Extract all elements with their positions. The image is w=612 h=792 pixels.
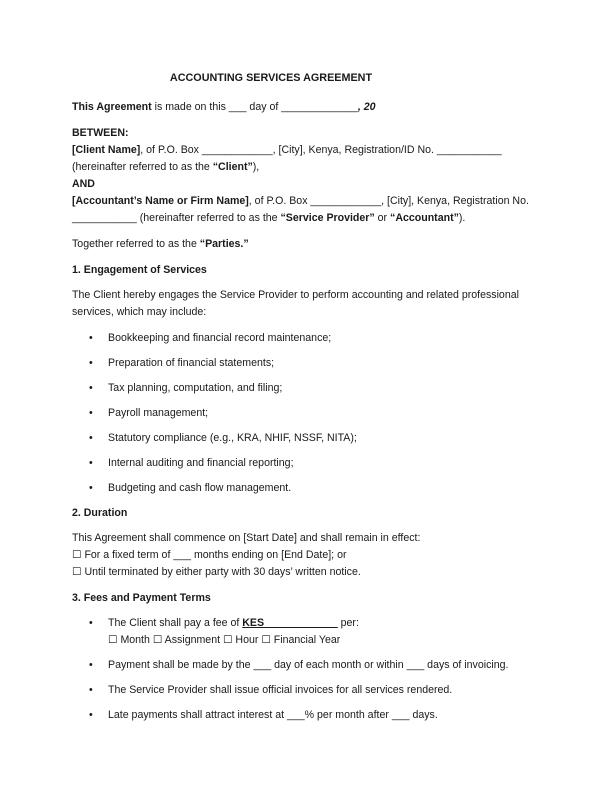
fee-amount: KES ____________ [242,617,338,629]
accountant-text-3: ). [458,212,466,224]
section-1-intro: The Client hereby engages the Service Provider to perform accounting and related professional services, which may include: [72,289,519,318]
together-bold: “Parties.” [199,238,249,250]
list-item: • Late payments shall attract interest at ___% per month after ___ days. [72,707,540,724]
accountant-mid: or [374,212,391,224]
section-2-line-3: ☐ Until terminated by either party with 30 days’ written notice. [72,566,361,578]
client-role: “Client” [212,161,253,173]
section-2-heading: 2. Duration [72,507,128,519]
fee-per: per: [337,617,359,629]
agreement-body [72,70,540,732]
list-item: • Budgeting and cash flow management. [72,480,540,497]
together-line [72,236,540,253]
section-2-line-2: ☐ For a fixed term of ___ months ending on [End Date]; or [72,549,347,561]
client-line-1 [72,142,540,159]
client-text-2: (hereinafter referred to as the [72,161,213,173]
list-item [72,615,540,649]
accountant-line-1 [72,193,540,210]
fee-options: ☐ Month ☐ Assignment ☐ Hour ☐ Financial Year [108,634,341,646]
client-name: [Client Name] [72,144,141,156]
and-label: AND [72,178,95,190]
list-item: • The Service Provider shall issue official invoices for all services rendered. [72,682,540,699]
section-1-list [72,330,540,497]
document-title: ACCOUNTING SERVICES AGREEMENT [169,72,373,84]
accountant-text-1: , of P.O. Box ____________, [City], Kenya, Registration No. [248,195,529,207]
section-2-line-1: This Agreement shall commence on [Start Date] and shall remain in effect: [72,532,421,544]
intro-bold: This Agreement [72,101,152,113]
client-text-1: , of P.O. Box ____________, [City], Kenya, Registration/ID No. ___________ [140,144,502,156]
accountant-role-1: “Service Provider” [280,212,375,224]
between-label: BETWEEN: [72,127,129,139]
accountant-name: [Accountant’s Name or Firm Name] [72,195,249,207]
list-item: • Payroll management; [72,405,540,422]
accountant-role-2: “Accountant” [390,212,459,224]
intro-text: is made on this ___ day of _____________ [151,101,358,113]
list-item: • Preparation of financial statements; [72,355,540,372]
client-text-3: ), [252,161,260,173]
client-line-2 [72,159,540,176]
section-1-heading: 1. Engagement of Services [72,264,207,276]
section-3-heading: 3. Fees and Payment Terms [72,592,211,604]
list-item: • Tax planning, computation, and filing; [72,380,540,397]
intro-line [72,99,540,116]
list-item: • Statutory compliance (e.g., KRA, NHIF, NSSF, NITA); [72,430,540,447]
list-item: • Internal auditing and financial reporting; [72,455,540,472]
fee-text: The Client shall pay a fee of [108,617,243,629]
together-text: Together referred to as the [72,238,200,250]
section-3-list [72,615,540,724]
intro-year: , 20 [357,101,376,113]
list-item: • Payment shall be made by the ___ day of each month or within ___ days of invoicing. [72,657,540,674]
accountant-line-2 [72,210,540,227]
list-item: • Bookkeeping and financial record maintenance; [72,330,540,347]
accountant-text-2: ___________ (hereinafter referred to as the [72,212,281,224]
